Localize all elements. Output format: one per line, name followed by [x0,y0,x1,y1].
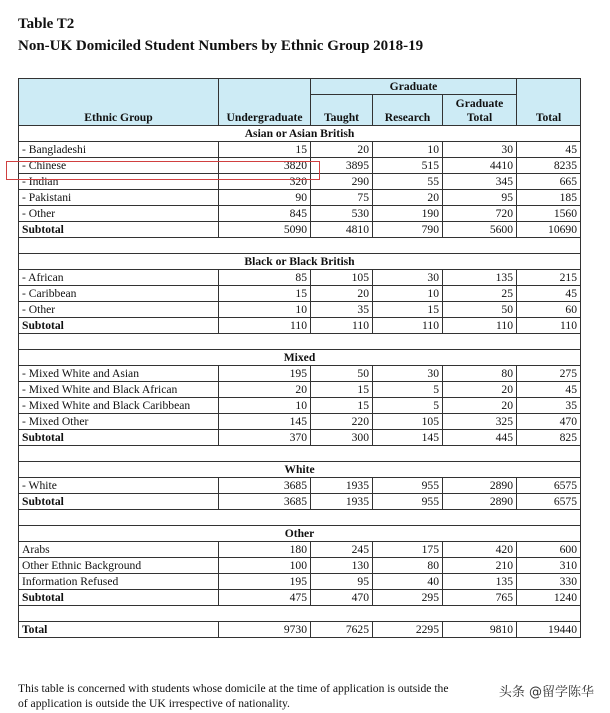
cell-value: 20 [443,398,517,414]
table-row [19,158,581,174]
cell-value: 30 [373,366,443,382]
row-label: - Mixed Other [19,414,219,430]
cell-value: 210 [443,558,517,574]
cell-value: 15 [311,382,373,398]
cell-value: 445 [443,430,517,446]
cell-value: 9810 [443,622,517,638]
cell-value: 825 [517,430,581,446]
cell-value: 325 [443,414,517,430]
grand-total-row [19,622,581,638]
cell-value: 30 [443,142,517,158]
spacer-cell [19,238,581,254]
cell-value: 475 [219,590,311,606]
cell-value: 15 [311,398,373,414]
section-header-row [19,126,581,142]
section-header-row [19,462,581,478]
cell-value: 145 [219,414,311,430]
row-label: Total [19,622,219,638]
subtotal-row [19,318,581,334]
cell-value: 1560 [517,206,581,222]
cell-value: 3685 [219,478,311,494]
header-taught: Taught [311,95,373,126]
cell-value: 145 [373,430,443,446]
cell-value: 1935 [311,494,373,510]
cell-value: 110 [311,318,373,334]
table-row [19,366,581,382]
cell-value: 195 [219,574,311,590]
cell-value: 4810 [311,222,373,238]
section-name: Asian or Asian British [19,126,581,142]
cell-value: 110 [517,318,581,334]
cell-value: 1240 [517,590,581,606]
cell-value: 845 [219,206,311,222]
row-label: - African [19,270,219,286]
cell-value: 185 [517,190,581,206]
section-name: Mixed [19,350,581,366]
spacer-row [19,238,581,254]
subtotal-row [19,494,581,510]
cell-value: 275 [517,366,581,382]
spacer-cell [19,446,581,462]
cell-value: 5 [373,398,443,414]
spacer-row [19,334,581,350]
cell-value: 5 [373,382,443,398]
cell-value: 345 [443,174,517,190]
cell-value: 215 [517,270,581,286]
header-total: Total [517,79,581,126]
row-label: Subtotal [19,590,219,606]
cell-value: 105 [311,270,373,286]
cell-value: 3685 [219,494,311,510]
cell-value: 35 [517,398,581,414]
cell-value: 720 [443,206,517,222]
cell-value: 310 [517,558,581,574]
row-label: Subtotal [19,494,219,510]
header-research: Research [373,95,443,126]
cell-value: 5600 [443,222,517,238]
row-label: Information Refused [19,574,219,590]
cell-value: 295 [373,590,443,606]
cell-value: 3820 [219,158,311,174]
cell-value: 300 [311,430,373,446]
cell-value: 470 [517,414,581,430]
subtotal-row [19,430,581,446]
watermark: 头条 @留学陈华 [497,681,596,700]
cell-value: 370 [219,430,311,446]
cell-value: 10 [373,142,443,158]
cell-value: 85 [219,270,311,286]
subtotal-row [19,222,581,238]
cell-value: 515 [373,158,443,174]
section-header-row [19,254,581,270]
section-name: Black or Black British [19,254,581,270]
row-label: Subtotal [19,318,219,334]
spacer-cell [19,510,581,526]
table-row [19,478,581,494]
cell-value: 320 [219,174,311,190]
cell-value: 4410 [443,158,517,174]
cell-value: 80 [443,366,517,382]
cell-value: 9730 [219,622,311,638]
cell-value: 45 [517,382,581,398]
table-row [19,302,581,318]
cell-value: 3895 [311,158,373,174]
cell-value: 765 [443,590,517,606]
cell-value: 175 [373,542,443,558]
cell-value: 105 [373,414,443,430]
cell-value: 45 [517,286,581,302]
cell-value: 95 [443,190,517,206]
cell-value: 15 [219,286,311,302]
row-label: - Other [19,302,219,318]
spacer-row [19,606,581,622]
table-row [19,270,581,286]
section-name: White [19,462,581,478]
cell-value: 110 [373,318,443,334]
cell-value: 35 [311,302,373,318]
table-row [19,398,581,414]
table-id: Table T2 [18,16,75,32]
cell-value: 95 [311,574,373,590]
table-row [19,574,581,590]
row-label: - White [19,478,219,494]
cell-value: 10 [373,286,443,302]
header-graduate-total: Graduate Total [443,95,517,126]
table-row [19,558,581,574]
table-row [19,286,581,302]
row-label: Other Ethnic Background [19,558,219,574]
cell-value: 665 [517,174,581,190]
cell-value: 330 [517,574,581,590]
cell-value: 20 [311,286,373,302]
row-label: - Caribbean [19,286,219,302]
cell-value: 420 [443,542,517,558]
table-row [19,142,581,158]
cell-value: 80 [373,558,443,574]
header-graduate: Graduate [311,79,517,95]
cell-value: 20 [443,382,517,398]
cell-value: 190 [373,206,443,222]
table-title: Non-UK Domiciled Student Numbers by Ethnic Group 2018-19 [18,38,424,54]
row-label: - Other [19,206,219,222]
row-label: Subtotal [19,222,219,238]
table-row [19,542,581,558]
table-row [19,382,581,398]
cell-value: 8235 [517,158,581,174]
header-ethnic-group: Ethnic Group [19,79,219,126]
cell-value: 470 [311,590,373,606]
table-row [19,174,581,190]
cell-value: 55 [373,174,443,190]
student-numbers-table [18,78,581,638]
cell-value: 6575 [517,478,581,494]
row-label: - Mixed White and Black African [19,382,219,398]
cell-value: 955 [373,478,443,494]
spacer-row [19,510,581,526]
cell-value: 1935 [311,478,373,494]
cell-value: 15 [373,302,443,318]
cell-value: 40 [373,574,443,590]
cell-value: 135 [443,574,517,590]
cell-value: 245 [311,542,373,558]
row-label: Subtotal [19,430,219,446]
cell-value: 135 [443,270,517,286]
cell-value: 2890 [443,494,517,510]
cell-value: 290 [311,174,373,190]
table-row [19,414,581,430]
cell-value: 10 [219,398,311,414]
cell-value: 600 [517,542,581,558]
cell-value: 20 [311,142,373,158]
footnote-line-1: This table is concerned with students whose domicile at the time of application is outside the [18,682,449,695]
cell-value: 20 [219,382,311,398]
cell-value: 955 [373,494,443,510]
cell-value: 50 [311,366,373,382]
cell-value: 25 [443,286,517,302]
footnote-line-2: of application is outside the UK irrespective of nationality. [18,697,290,710]
cell-value: 790 [373,222,443,238]
row-label: - Mixed White and Asian [19,366,219,382]
cell-value: 100 [219,558,311,574]
row-label: - Bangladeshi [19,142,219,158]
cell-value: 130 [311,558,373,574]
header-undergraduate: Undergraduate [219,79,311,126]
cell-value: 60 [517,302,581,318]
cell-value: 195 [219,366,311,382]
cell-value: 75 [311,190,373,206]
table-row [19,206,581,222]
cell-value: 45 [517,142,581,158]
cell-value: 110 [219,318,311,334]
row-label: Arabs [19,542,219,558]
cell-value: 20 [373,190,443,206]
cell-value: 19440 [517,622,581,638]
cell-value: 2295 [373,622,443,638]
cell-value: 6575 [517,494,581,510]
spacer-cell [19,334,581,350]
cell-value: 30 [373,270,443,286]
row-label: - Indian [19,174,219,190]
cell-value: 2890 [443,478,517,494]
section-header-row [19,526,581,542]
cell-value: 90 [219,190,311,206]
cell-value: 530 [311,206,373,222]
spacer-row [19,446,581,462]
section-name: Other [19,526,581,542]
spacer-cell [19,606,581,622]
table-row [19,190,581,206]
row-label: - Mixed White and Black Caribbean [19,398,219,414]
cell-value: 50 [443,302,517,318]
section-header-row [19,350,581,366]
cell-value: 15 [219,142,311,158]
cell-value: 10690 [517,222,581,238]
cell-value: 110 [443,318,517,334]
cell-value: 220 [311,414,373,430]
subtotal-row [19,590,581,606]
cell-value: 7625 [311,622,373,638]
cell-value: 10 [219,302,311,318]
cell-value: 5090 [219,222,311,238]
cell-value: 180 [219,542,311,558]
row-label: - Chinese [19,158,219,174]
row-label: - Pakistani [19,190,219,206]
